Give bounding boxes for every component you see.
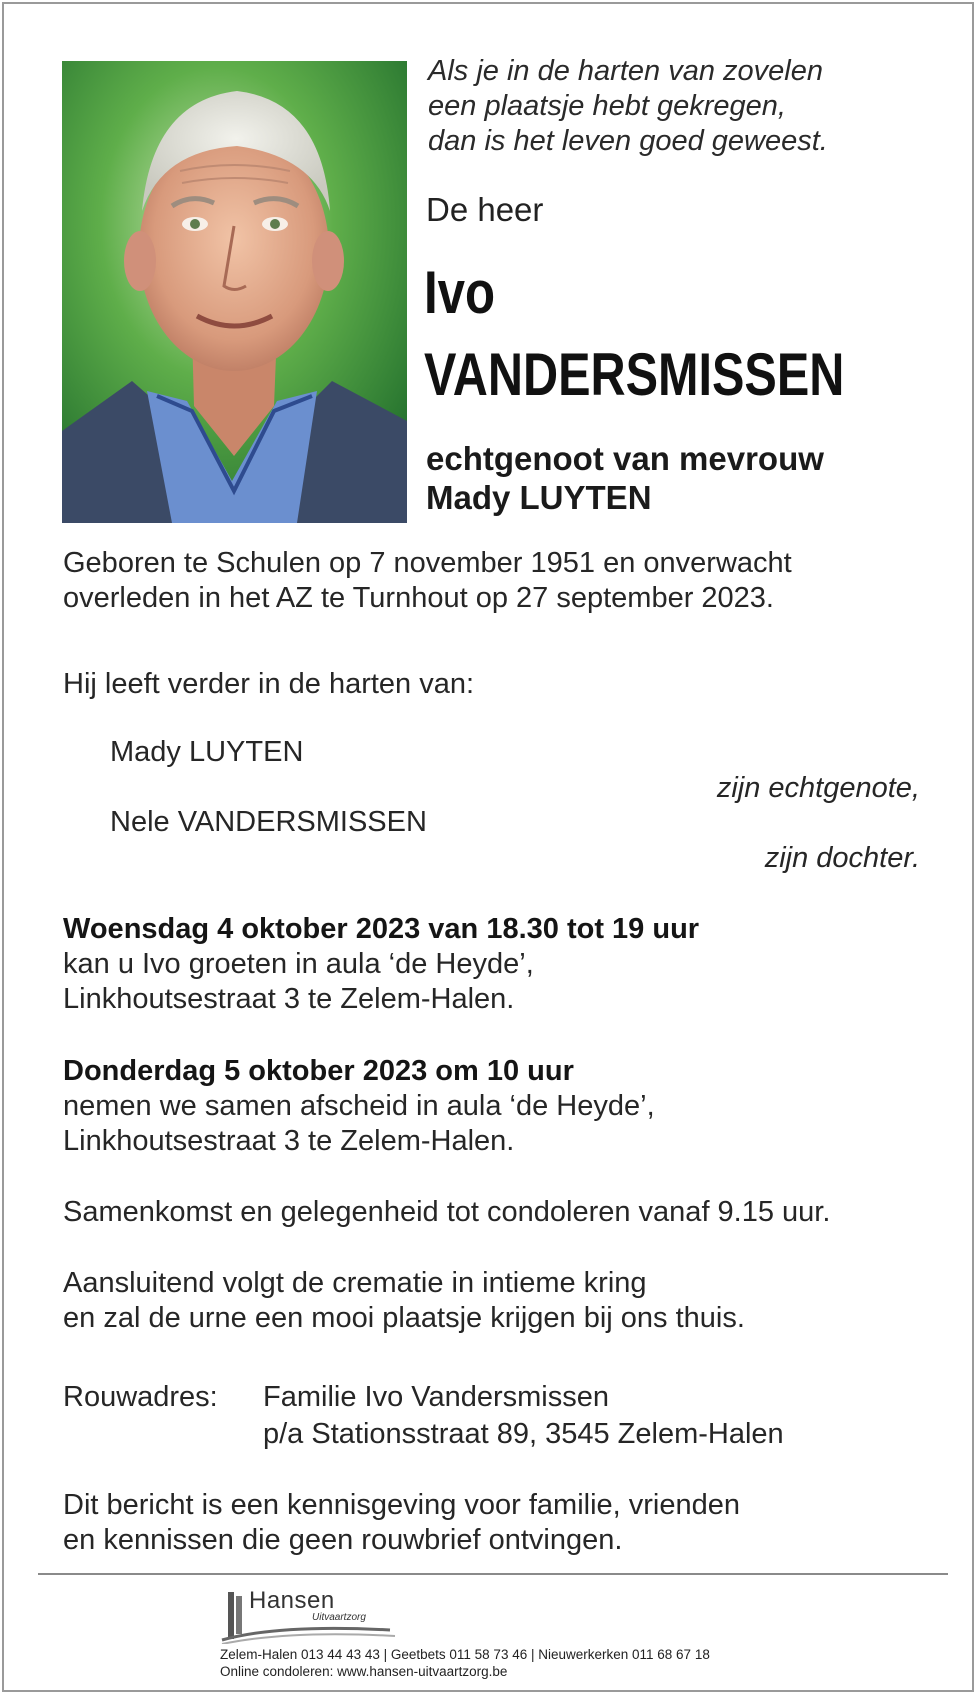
funeral-home-name: Hansen bbox=[249, 1587, 335, 1614]
poem-line: Als je in de harten van zovelen bbox=[428, 55, 823, 87]
address-line: p/a Stationsstraat 89, 3545 Zelem-Halen bbox=[263, 1418, 784, 1450]
mourner-name: Mady LUYTEN bbox=[110, 736, 304, 768]
mourner-relation: zijn echtgenote, bbox=[716, 772, 920, 804]
deceased-last-name: VANDERSMISSEN bbox=[424, 341, 845, 408]
notice-text bbox=[63, 1488, 740, 1558]
visitation-info bbox=[63, 912, 699, 1017]
mourner-name: Nele VANDERSMISSEN bbox=[110, 806, 427, 838]
text-line: Aansluitend volgt de crematie in intieme kring bbox=[63, 1267, 647, 1299]
text-line: en kennissen die geen rouwbrief ontvingen. bbox=[63, 1524, 623, 1556]
spouse-name: Mady LUYTEN bbox=[426, 479, 652, 516]
contact-numbers: Zelem-Halen 013 44 43 43 | Geetbets 011 58 73 46 | Nieuwerkerken 011 68 67 18 bbox=[220, 1647, 710, 1662]
poem-line: een plaatsje hebt gekregen, bbox=[428, 90, 786, 122]
text-line: kan u Ivo groeten in aula ‘de Heyde’, bbox=[63, 948, 534, 980]
text-line: overleden in het AZ te Turnhout op 27 september 2023. bbox=[63, 582, 774, 614]
visitation-heading: Woensdag 4 oktober 2023 van 18.30 tot 19 uur bbox=[63, 913, 700, 945]
mourning-address-label: Rouwadres: bbox=[63, 1381, 218, 1413]
portrait-photo bbox=[62, 61, 407, 523]
birth-death-text bbox=[63, 546, 792, 616]
cremation-text bbox=[63, 1266, 745, 1336]
mourners-intro: Hij leeft verder in de harten van: bbox=[63, 668, 475, 700]
obituary-card bbox=[2, 2, 974, 1692]
text-line: Geboren te Schulen op 7 november 1951 en onverwacht bbox=[63, 547, 792, 579]
text-line: Linkhoutsestraat 3 te Zelem-Halen. bbox=[63, 983, 515, 1015]
address-line: Familie Ivo Vandersmissen bbox=[263, 1381, 609, 1413]
funeral-home-subtitle: Uitvaartzorg bbox=[312, 1612, 366, 1623]
text-line: en zal de urne een mooi plaatsje krijgen bij ons thuis. bbox=[63, 1302, 745, 1334]
footer-contacts bbox=[220, 1646, 710, 1680]
spouse-info bbox=[426, 439, 824, 517]
text-line: Dit bericht is een kennisgeving voor familie, vrienden bbox=[63, 1489, 741, 1521]
mourning-address bbox=[263, 1379, 784, 1453]
text-line: Linkhoutsestraat 3 te Zelem-Halen. bbox=[63, 1125, 515, 1157]
online-condolences-link[interactable]: Online condoleren: www.hansen-uitvaartzorg.be bbox=[220, 1664, 508, 1679]
salutation: De heer bbox=[426, 191, 544, 228]
text-line: nemen we samen afscheid in aula ‘de Heyde’, bbox=[63, 1090, 655, 1122]
poem-line: dan is het leven goed geweest. bbox=[428, 125, 828, 157]
divider bbox=[38, 1573, 948, 1575]
gathering-text: Samenkomst en gelegenheid tot condoleren vanaf 9.15 uur. bbox=[63, 1196, 831, 1228]
farewell-heading: Donderdag 5 oktober 2023 om 10 uur bbox=[63, 1055, 574, 1087]
farewell-info bbox=[63, 1054, 655, 1159]
deceased-first-name: Ivo bbox=[424, 259, 496, 326]
poem bbox=[428, 54, 828, 159]
mourner-relation: zijn dochter. bbox=[764, 842, 920, 874]
spouse-line: echtgenoot van mevrouw bbox=[426, 440, 824, 477]
